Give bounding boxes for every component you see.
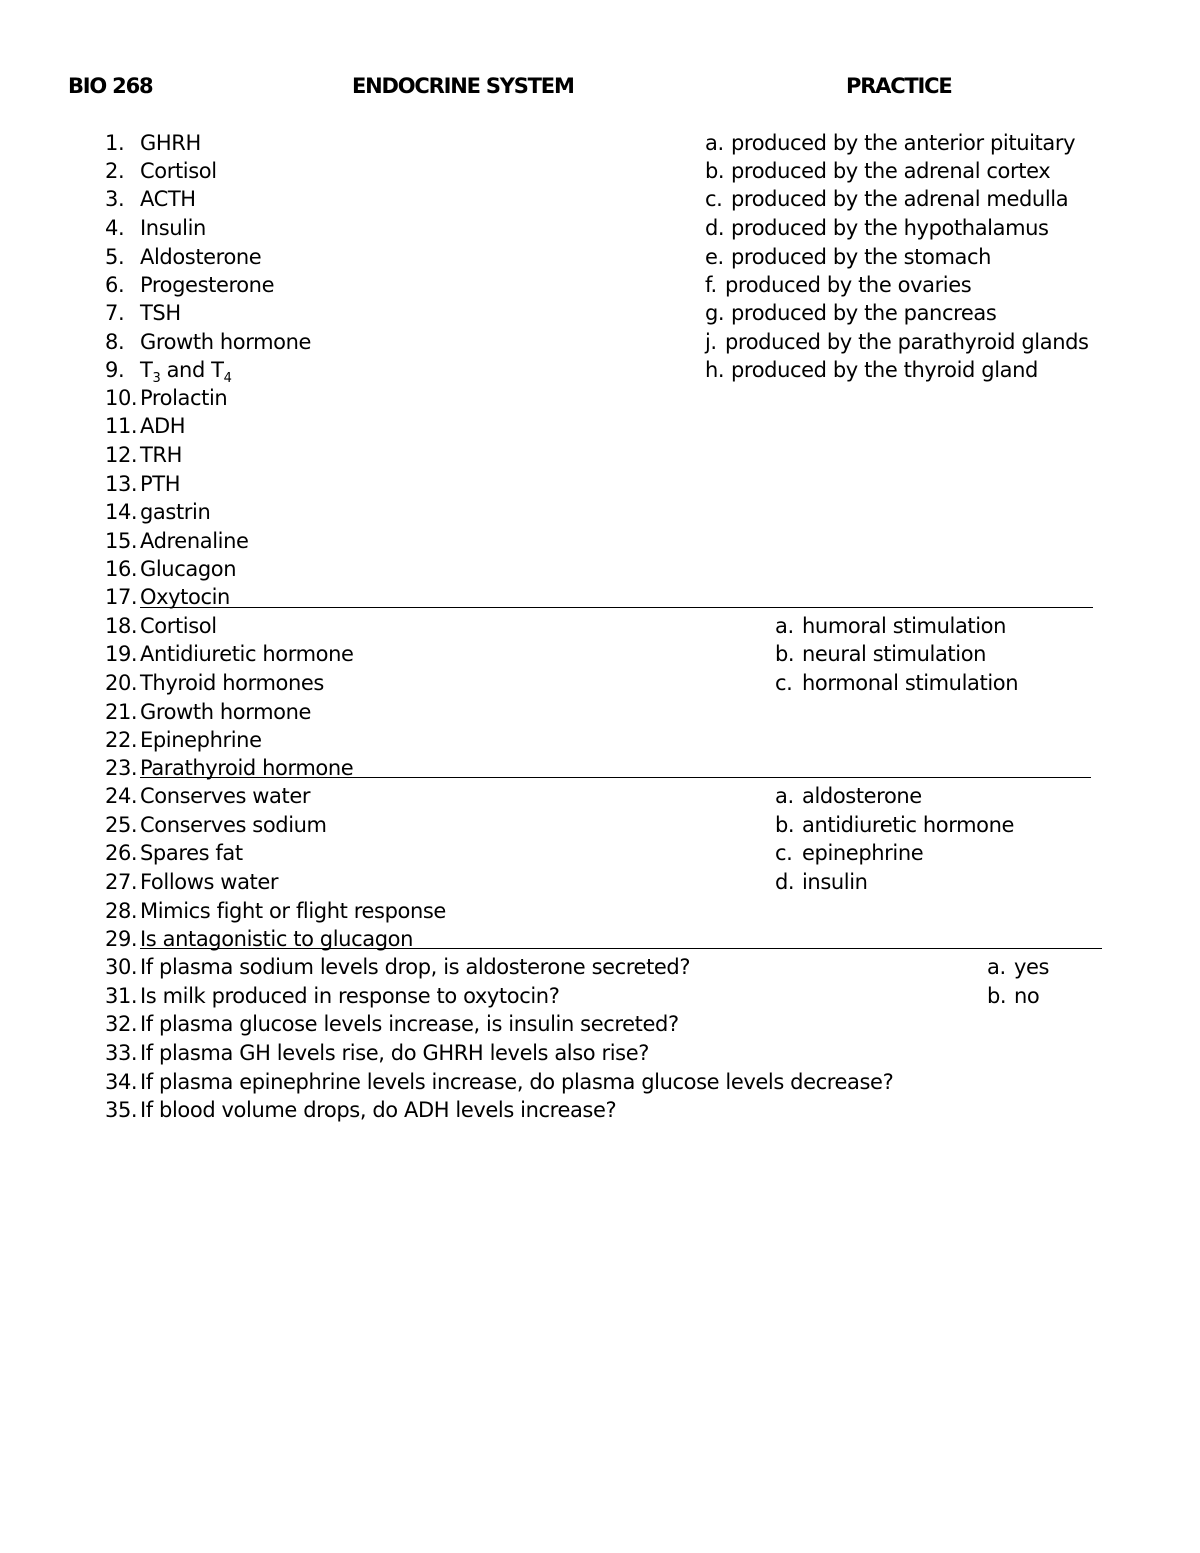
option-text: produced by the adrenal medulla bbox=[731, 187, 1069, 211]
option-text: antidiuretic hormone bbox=[802, 813, 1015, 837]
item-text: Glucagon bbox=[140, 557, 237, 581]
item-text-part: T bbox=[140, 358, 153, 382]
option-text: produced by the pancreas bbox=[731, 301, 997, 325]
item-number: 28. bbox=[105, 899, 138, 923]
option-text: neural stimulation bbox=[802, 642, 987, 666]
option-letter: b. bbox=[775, 642, 795, 666]
option-text: no bbox=[1014, 984, 1040, 1008]
item-number: 31. bbox=[105, 984, 138, 1008]
item-text: PTH bbox=[140, 472, 181, 496]
item-text: gastrin bbox=[140, 500, 211, 524]
option-letter: c. bbox=[775, 671, 793, 695]
item-number: 34. bbox=[105, 1070, 138, 1094]
option-letter: a. bbox=[775, 784, 794, 808]
item-text: Conserves sodium bbox=[140, 813, 327, 837]
item-number: 9. bbox=[105, 358, 125, 382]
subscript: 3 bbox=[152, 371, 161, 387]
option-text: produced by the thyroid gland bbox=[731, 358, 1038, 382]
option-letter: h. bbox=[705, 358, 725, 382]
option-text: aldosterone bbox=[802, 784, 922, 808]
item-number: 14. bbox=[105, 500, 138, 524]
option-text: humoral stimulation bbox=[802, 614, 1007, 638]
course-code: BIO 268 bbox=[68, 74, 153, 98]
item-text: Growth hormone bbox=[140, 330, 312, 354]
item-number: 33. bbox=[105, 1041, 138, 1065]
item-text: Mimics fight or flight response bbox=[140, 899, 446, 923]
item-text: TSH bbox=[140, 301, 181, 325]
item-number: 17. bbox=[105, 585, 138, 609]
item-number: 16. bbox=[105, 557, 138, 581]
item-text: If plasma GH levels rise, do GHRH levels also rise? bbox=[140, 1041, 649, 1065]
item-number: 23. bbox=[105, 756, 138, 780]
option-text: insulin bbox=[802, 870, 868, 894]
item-text: Conserves water bbox=[140, 784, 311, 808]
item-text: Progesterone bbox=[140, 273, 275, 297]
option-letter: a. bbox=[987, 955, 1006, 979]
option-text: produced by the parathyroid glands bbox=[725, 330, 1089, 354]
item-number: 12. bbox=[105, 443, 138, 467]
option-letter: a. bbox=[775, 614, 794, 638]
item-number: 21. bbox=[105, 700, 138, 724]
option-text: produced by the stomach bbox=[731, 245, 992, 269]
item-number: 22. bbox=[105, 728, 138, 752]
item-number: 30. bbox=[105, 955, 138, 979]
item-number: 25. bbox=[105, 813, 138, 837]
item-text: Thyroid hormones bbox=[140, 671, 324, 695]
worksheet-topic: ENDOCRINE SYSTEM bbox=[352, 74, 574, 98]
option-text: produced by the ovaries bbox=[725, 273, 972, 297]
item-text: ACTH bbox=[140, 187, 196, 211]
option-letter: b. bbox=[987, 984, 1007, 1008]
item-number: 20. bbox=[105, 671, 138, 695]
option-letter: f. bbox=[705, 273, 717, 297]
item-text: If plasma glucose levels increase, is insulin secreted? bbox=[140, 1012, 679, 1036]
item-text: Follows water bbox=[140, 870, 279, 894]
item-text: If plasma sodium levels drop, is aldosterone secreted? bbox=[140, 955, 691, 979]
item-text: Is antagonistic to glucagon bbox=[140, 927, 413, 951]
item-number: 8. bbox=[105, 330, 125, 354]
item-number: 27. bbox=[105, 870, 138, 894]
option-text: produced by the adrenal cortex bbox=[731, 159, 1051, 183]
option-text: yes bbox=[1014, 955, 1050, 979]
option-letter: g. bbox=[705, 301, 725, 325]
option-letter: d. bbox=[775, 870, 795, 894]
option-letter: j. bbox=[705, 330, 717, 354]
worksheet-type: PRACTICE bbox=[846, 74, 952, 98]
item-text: Adrenaline bbox=[140, 529, 249, 553]
section-divider bbox=[140, 777, 1091, 778]
option-letter: b. bbox=[775, 813, 795, 837]
option-letter: b. bbox=[705, 159, 725, 183]
option-letter: c. bbox=[705, 187, 723, 211]
item-number: 15. bbox=[105, 529, 138, 553]
item-text: Cortisol bbox=[140, 159, 217, 183]
item-text: Spares fat bbox=[140, 841, 243, 865]
item-text-part: and T bbox=[160, 358, 224, 382]
item-number: 18. bbox=[105, 614, 138, 638]
subscript: 4 bbox=[223, 371, 232, 387]
item-number: 4. bbox=[105, 216, 125, 240]
option-text: epinephrine bbox=[802, 841, 924, 865]
item-number: 1. bbox=[105, 131, 125, 155]
item-number: 3. bbox=[105, 187, 125, 211]
item-text: Parathyroid hormone bbox=[140, 756, 354, 780]
item-number: 2. bbox=[105, 159, 125, 183]
option-text: hormonal stimulation bbox=[802, 671, 1019, 695]
item-number: 35. bbox=[105, 1098, 138, 1122]
item-number: 7. bbox=[105, 301, 125, 325]
item-text: Growth hormone bbox=[140, 700, 312, 724]
option-letter: e. bbox=[705, 245, 724, 269]
item-number: 24. bbox=[105, 784, 138, 808]
item-text: Prolactin bbox=[140, 386, 228, 410]
item-text: GHRH bbox=[140, 131, 201, 155]
item-text: Is milk produced in response to oxytocin? bbox=[140, 984, 560, 1008]
option-letter: c. bbox=[775, 841, 793, 865]
item-number: 29. bbox=[105, 927, 138, 951]
item-number: 19. bbox=[105, 642, 138, 666]
option-text: produced by the hypothalamus bbox=[731, 216, 1049, 240]
item-text: Antidiuretic hormone bbox=[140, 642, 354, 666]
item-number: 5. bbox=[105, 245, 125, 269]
item-text: TRH bbox=[140, 443, 183, 467]
option-letter: d. bbox=[705, 216, 725, 240]
item-number: 11. bbox=[105, 414, 138, 438]
section-divider bbox=[140, 607, 1093, 608]
item-number: 6. bbox=[105, 273, 125, 297]
option-text: produced by the anterior pituitary bbox=[731, 131, 1076, 155]
item-number: 13. bbox=[105, 472, 138, 496]
item-text: Insulin bbox=[140, 216, 206, 240]
item-text: Oxytocin bbox=[140, 585, 230, 609]
item-number: 32. bbox=[105, 1012, 138, 1036]
item-number: 10. bbox=[105, 386, 138, 410]
item-text: If blood volume drops, do ADH levels increase? bbox=[140, 1098, 617, 1122]
item-text: Epinephrine bbox=[140, 728, 262, 752]
item-number: 26. bbox=[105, 841, 138, 865]
item-text: Cortisol bbox=[140, 614, 217, 638]
item-text: Aldosterone bbox=[140, 245, 262, 269]
item-text: ADH bbox=[140, 414, 186, 438]
section-divider bbox=[140, 948, 1102, 949]
option-letter: a. bbox=[705, 131, 724, 155]
item-text: If plasma epinephrine levels increase, do plasma glucose levels decrease? bbox=[140, 1070, 894, 1094]
